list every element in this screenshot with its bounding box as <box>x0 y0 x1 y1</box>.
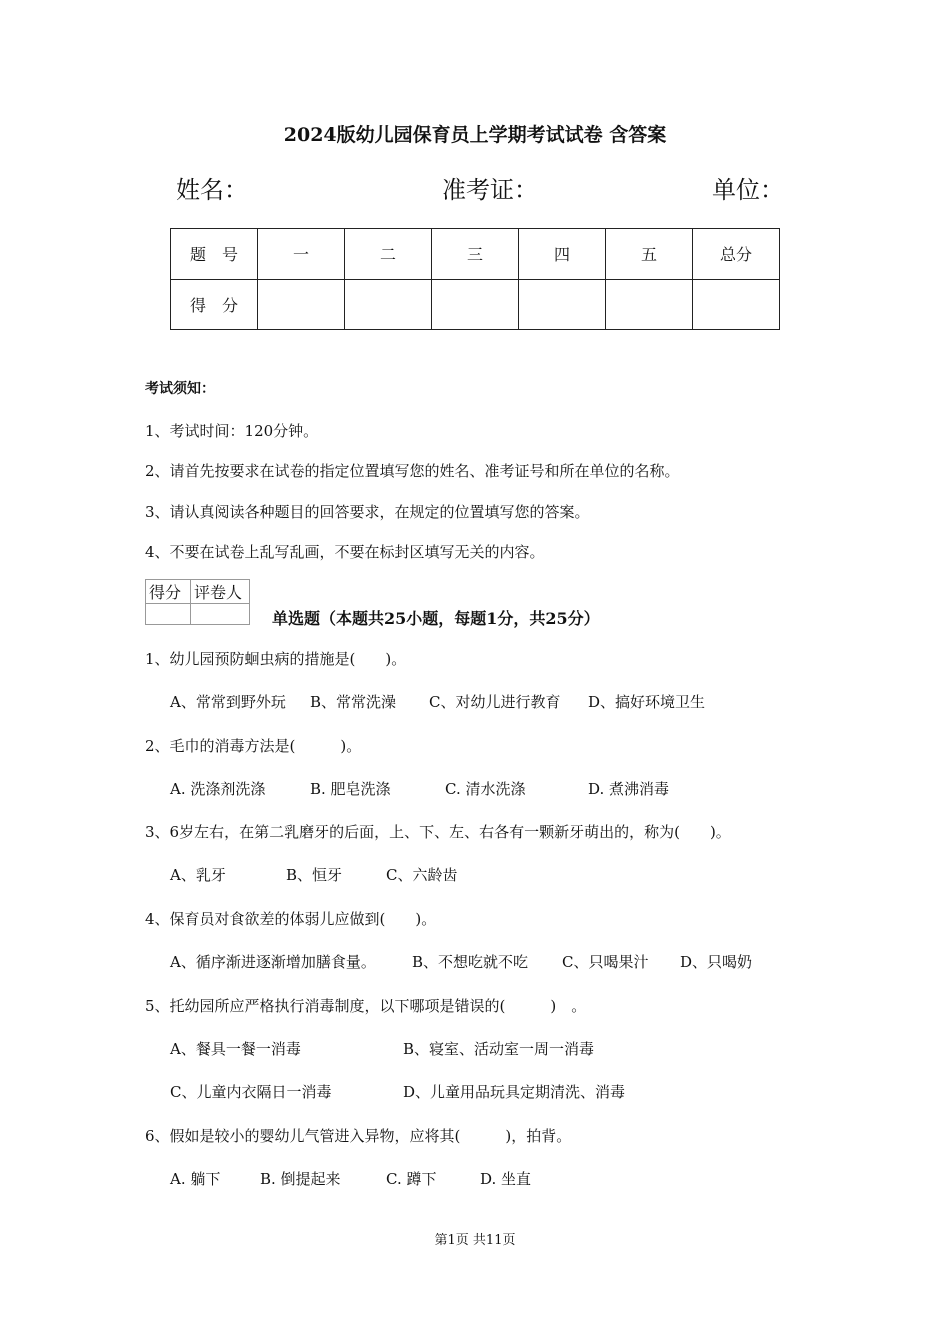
question-option: C、只喝果汁 <box>562 953 649 971</box>
score-table-cell: 总分 <box>693 229 780 280</box>
grader-box <box>145 579 250 625</box>
name-field-label: 姓名： <box>176 176 248 204</box>
score-entry-cell <box>432 279 519 330</box>
question-option: C、儿童内衣隔日一消毒 <box>170 1083 332 1101</box>
section-title: 单选题（本题共25小题，每题1分，共25分） <box>272 609 600 628</box>
page-footer: 第1页 共11页 <box>434 1233 516 1248</box>
question-stem: 3、6岁左右，在第二乳磨牙的后面，上、下、左、右各有一颗新牙萌出的，称为( )。 <box>145 823 731 841</box>
exam-title: 2024版幼儿园保育员上学期考试试卷 含答案 <box>283 124 667 146</box>
exam-id-field-label: 准考证： <box>442 176 538 204</box>
question-stem: 1、幼儿园预防蛔虫病的措施是( )。 <box>145 650 407 668</box>
score-table-cell: 得 分 <box>171 279 258 330</box>
question-option: B、常常洗澡 <box>310 693 397 711</box>
notice-item: 4、不要在试卷上乱写乱画，不要在标封区填写无关的内容。 <box>145 543 545 561</box>
score-entry-cell <box>519 279 606 330</box>
question-option: B. 肥皂洗涤 <box>310 780 391 798</box>
notice-heading: 考试须知： <box>145 381 215 397</box>
question-option: B、恒牙 <box>286 866 343 884</box>
question-option: B. 倒提起来 <box>260 1170 341 1188</box>
question-option: D、搞好环境卫生 <box>588 693 706 711</box>
question-stem: 4、保育员对食欲差的体弱儿应做到( )。 <box>145 910 437 928</box>
question-option: D、只喝奶 <box>680 953 753 971</box>
question-option: A. 洗涤剂洗涤 <box>170 780 266 798</box>
grader-name-label: 评卷人 <box>191 580 250 604</box>
question-option: A、餐具一餐一消毒 <box>170 1040 301 1058</box>
question-option: D、儿童用品玩具定期清洗、消毒 <box>403 1083 626 1101</box>
notice-item: 1、考试时间：120分钟。 <box>145 422 319 440</box>
question-option: B、寝室、活动室一周一消毒 <box>403 1040 595 1058</box>
score-entry-cell <box>693 279 780 330</box>
question-option: A、循序渐进逐渐增加膳食量。 <box>170 953 376 971</box>
question-option: A、常常到野外玩 <box>170 693 286 711</box>
score-entry-cell <box>606 279 693 330</box>
score-table-header-row <box>171 229 780 280</box>
score-table-cell: 二 <box>345 229 432 280</box>
score-table-cell: 题 号 <box>171 229 258 280</box>
question-option: C. 蹲下 <box>386 1170 437 1188</box>
question-option: D. 坐直 <box>480 1170 532 1188</box>
question-option: A、乳牙 <box>170 866 226 884</box>
question-option: B、不想吃就不吃 <box>412 953 529 971</box>
question-stem: 6、假如是较小的婴幼儿气管进入异物，应将其( )，拍背。 <box>145 1127 572 1145</box>
notice-item: 2、请首先按要求在试卷的指定位置填写您的姓名、准考证号和所在单位的名称。 <box>145 462 680 480</box>
question-option: C. 清水洗涤 <box>445 780 526 798</box>
question-option: C、对幼儿进行教育 <box>429 693 561 711</box>
notice-item: 3、请认真阅读各种题目的回答要求，在规定的位置填写您的答案。 <box>145 503 590 521</box>
score-table <box>170 228 780 330</box>
score-entry-cell <box>258 279 345 330</box>
score-table-cell: 四 <box>519 229 606 280</box>
question-stem: 5、托幼园所应严格执行消毒制度，以下哪项是错误的( ) 。 <box>145 997 587 1015</box>
score-entry-cell <box>345 279 432 330</box>
grader-score-label: 得分 <box>146 580 191 604</box>
score-table-score-row <box>171 279 780 330</box>
grader-score-cell <box>146 604 191 625</box>
grader-name-cell <box>191 604 250 625</box>
question-stem: 2、毛巾的消毒方法是( )。 <box>145 737 362 755</box>
score-table-cell: 一 <box>258 229 345 280</box>
question-option: C、六龄齿 <box>386 866 458 884</box>
question-option: A. 躺下 <box>170 1170 221 1188</box>
question-option: D. 煮沸消毒 <box>588 780 670 798</box>
score-table-cell: 五 <box>606 229 693 280</box>
unit-field-label: 单位： <box>712 176 784 204</box>
score-table-cell: 三 <box>432 229 519 280</box>
